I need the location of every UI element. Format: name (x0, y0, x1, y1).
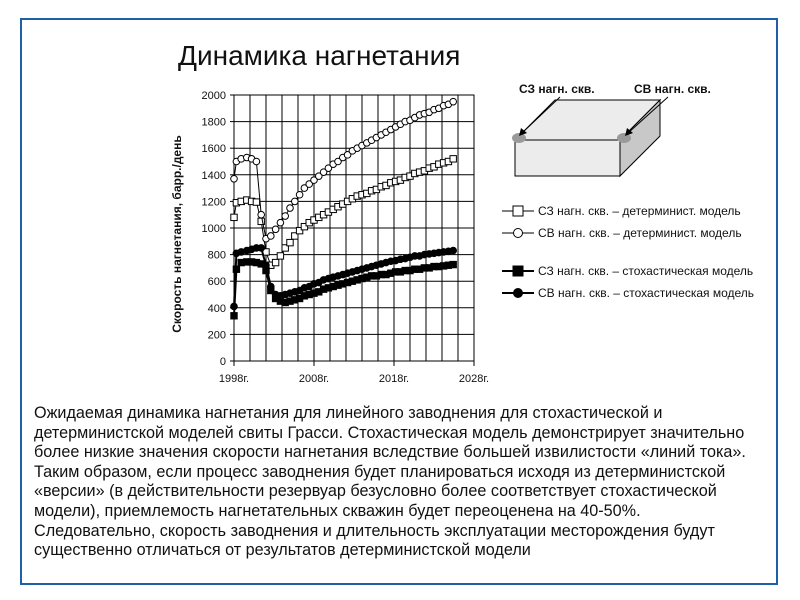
legend-label: СВ нагн. скв. – стохастическая модель (538, 286, 755, 300)
reservoir-diagram (0, 0, 800, 200)
data-point (258, 245, 265, 252)
data-point (268, 283, 275, 290)
legend-item (502, 223, 742, 243)
x-tick-label: 1998г. (218, 373, 250, 385)
data-point (263, 262, 270, 269)
data-point (450, 247, 457, 254)
data-point (231, 303, 238, 310)
x-tick-label: 2008г. (298, 373, 330, 385)
y-axis-label: Скорость нагнетания, барр./день (170, 135, 184, 333)
x-tick-label: 2028г. (458, 373, 490, 385)
nw-well-marker (512, 133, 526, 143)
data-point (287, 239, 293, 245)
legend-item (502, 201, 741, 221)
nw-well-label: СЗ нагн. скв. (519, 82, 595, 96)
reservoir-box-front (515, 140, 620, 176)
y-tick-label: 0 (219, 356, 226, 368)
legend-label: СЗ нагн. скв. – детерминист. модель (538, 204, 741, 218)
ne-well-label: СВ нагн. скв. (634, 82, 711, 96)
y-tick-label: 1800 (201, 116, 226, 129)
y-tick-label: 200 (207, 329, 226, 342)
y-tick-label: 1400 (201, 169, 226, 182)
data-point (258, 211, 265, 218)
data-point (277, 253, 283, 259)
data-point (282, 213, 289, 220)
y-tick-label: 1600 (201, 143, 226, 156)
data-point (272, 259, 278, 265)
y-tick-label: 1000 (201, 223, 226, 235)
legend-symbol-open-square (502, 204, 534, 218)
legend-symbol-filled-square (502, 264, 534, 278)
y-tick-label: 600 (207, 276, 226, 289)
y-tick-label: 1200 (201, 196, 226, 209)
legend-label: СЗ нагн. скв. – стохастическая модель (538, 264, 754, 278)
data-point (287, 205, 294, 212)
description-paragraph: Ожидаемая динамика нагнетания для линейного заводнения для стохастической и детерминистской моделей свиты Грасси. Стохастическая модель демонстрирует значительно более низкие значения скорости нагнетания вследствие большей извилистости «линий тока». Таким образом, если процесс заводнения будет планироваться исходя из детерминистской «версии» (в действительности резервуар безусловно более соответствует стохастической модели), приемлемость нагнетательных скважин будет переоценена на 40-50%. Следовательно, скорость заводнения и длительность эксплуатации месторождения будут существенно отличаться от результатов детерминистской модели (34, 404, 746, 560)
data-point (231, 313, 237, 319)
y-tick-label: 400 (207, 302, 226, 315)
y-tick-label: 800 (207, 249, 226, 262)
legend-symbol-open-circle (502, 226, 534, 240)
data-point (450, 261, 456, 267)
legend-item (502, 283, 754, 303)
legend-label: СВ нагн. скв. – детерминист. модель (538, 226, 742, 240)
data-point (277, 219, 284, 226)
y-tick-label: 2000 (201, 90, 226, 102)
x-tick-label: 2018г. (378, 373, 410, 385)
data-point (268, 233, 275, 240)
legend-symbol-filled-circle (502, 286, 534, 300)
data-point (231, 214, 237, 220)
page-title: Динамика нагнетания (178, 40, 461, 71)
data-point (272, 226, 279, 233)
legend-item (502, 261, 753, 281)
